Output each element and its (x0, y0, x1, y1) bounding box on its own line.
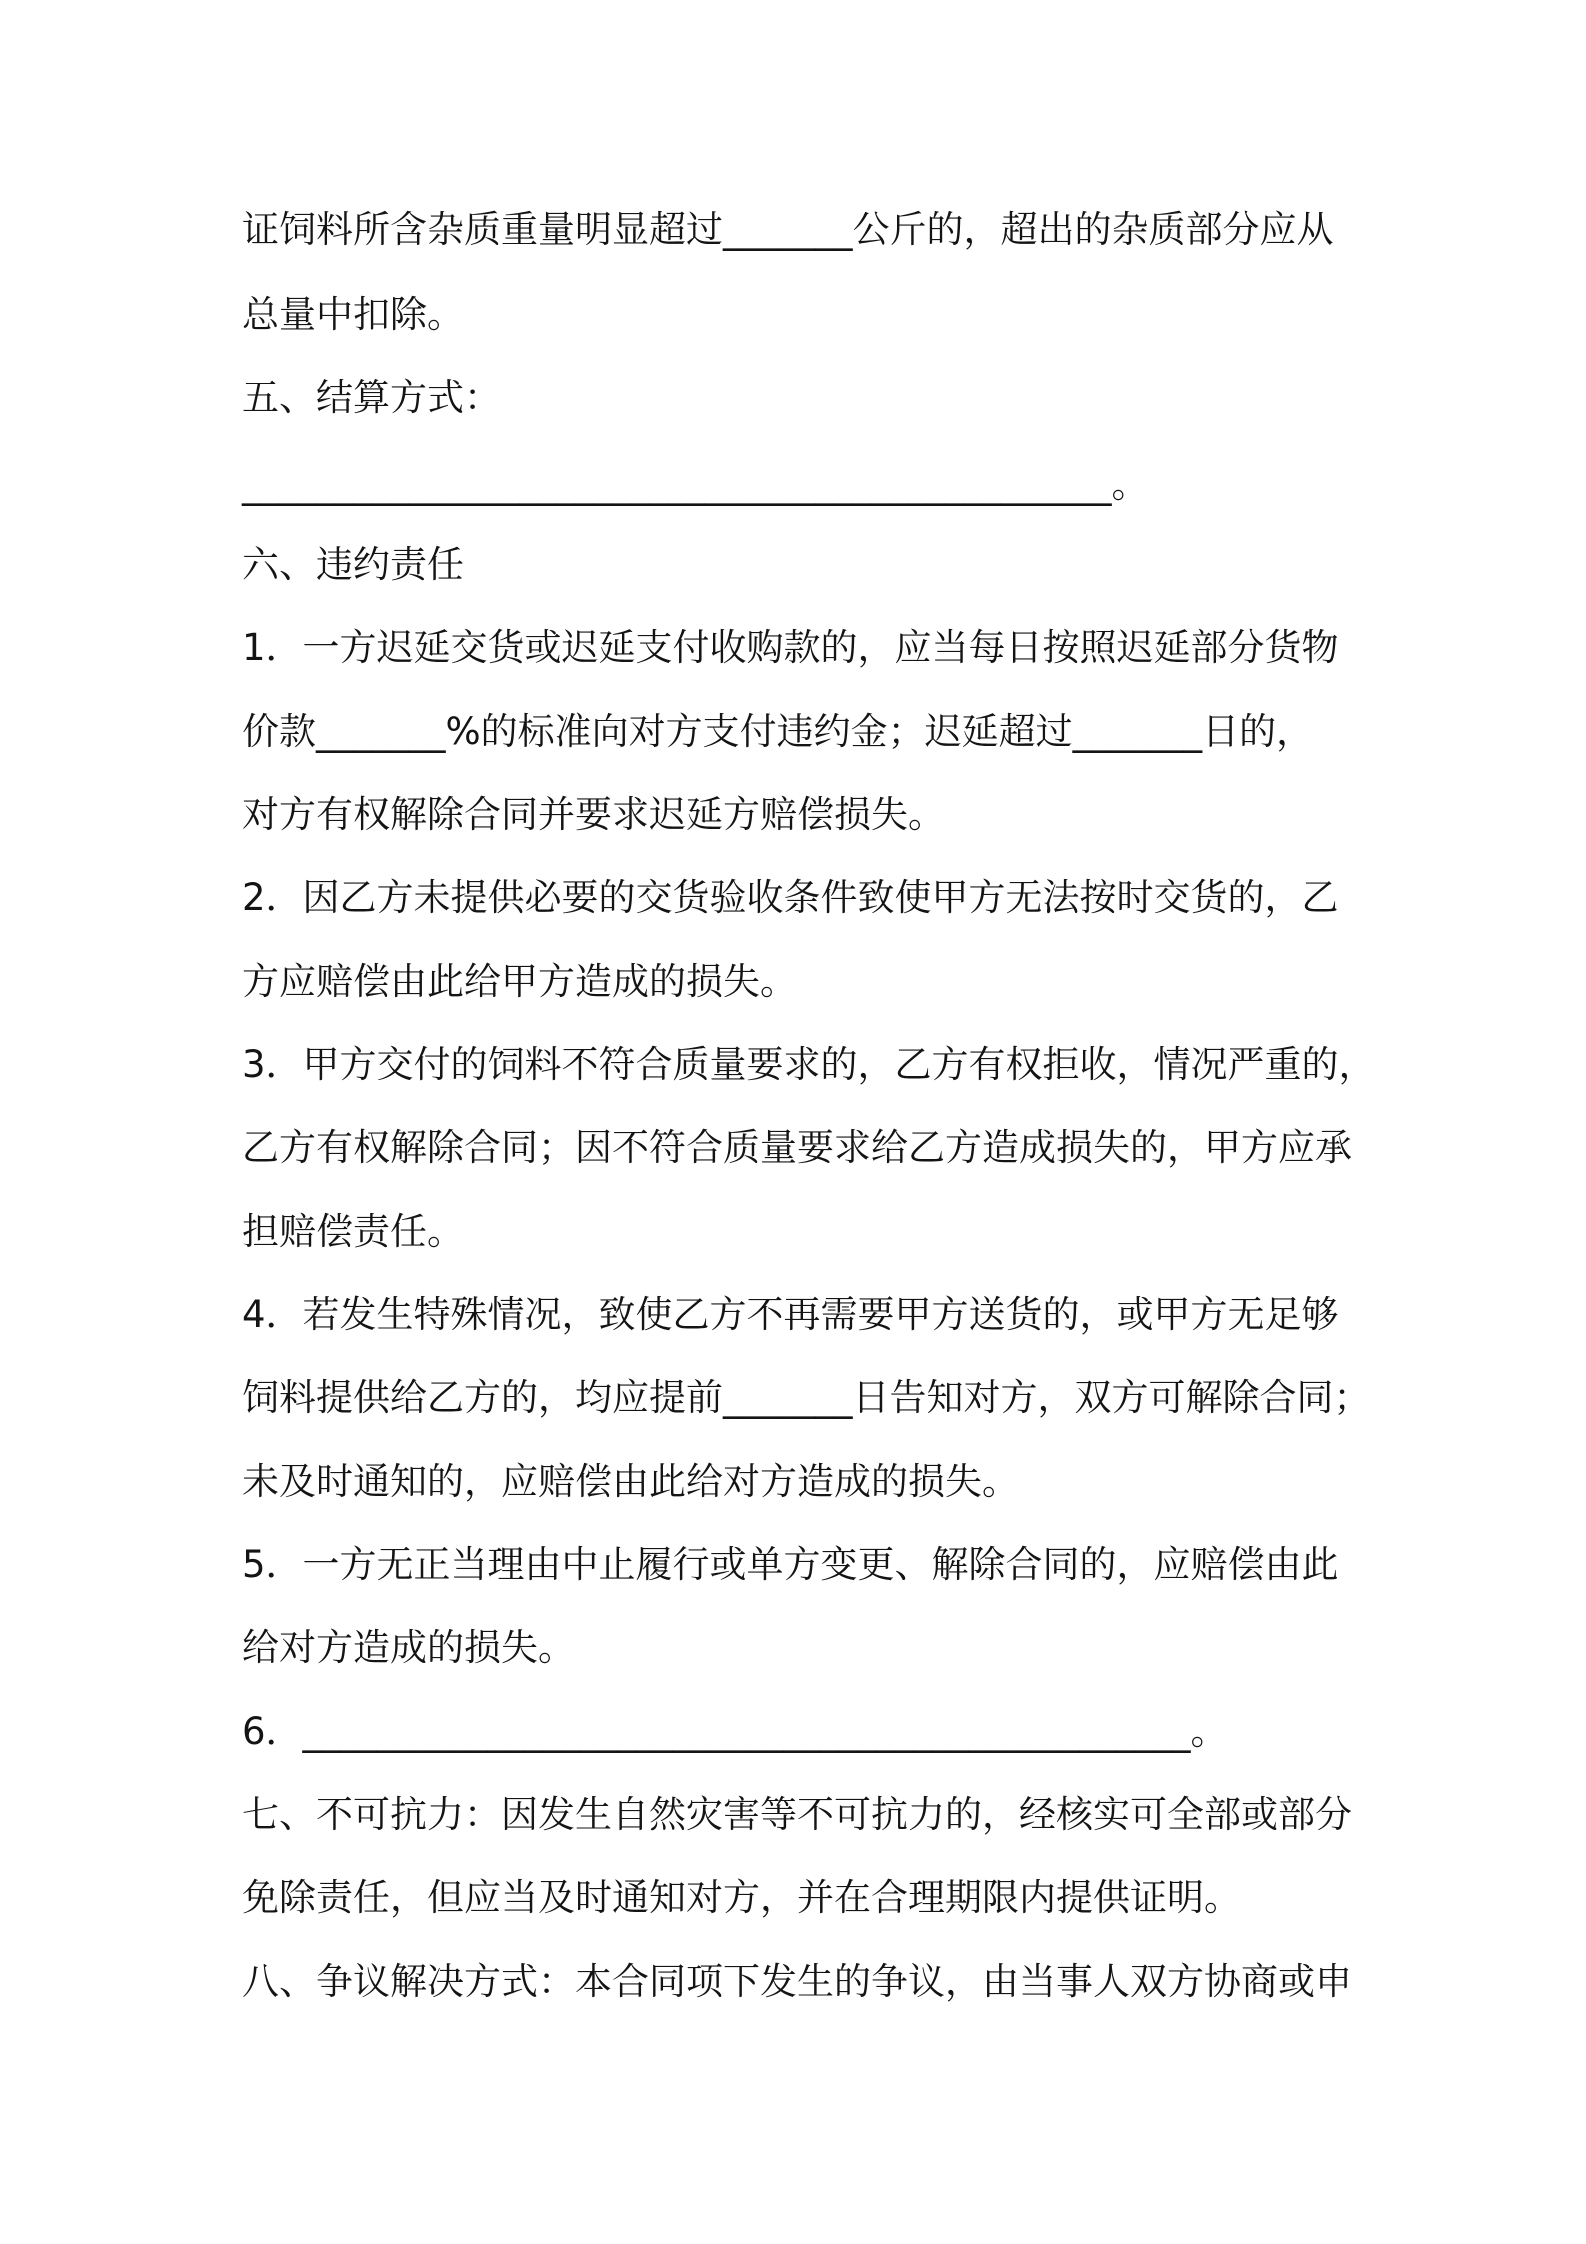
clause-3-line-3: 担赔偿责任。 (242, 1210, 464, 1253)
section-heading-liability: 六、违约责任 (242, 543, 464, 586)
text-line-2: 总量中扣除。 (242, 293, 464, 336)
clause-1-line-3: 对方有权解除合同并要求迟延方赔偿损失。 (242, 793, 945, 836)
clause-4-line-1: 4．若发生特殊情况，致使乙方不再需要甲方送货的，或甲方无足够 (242, 1293, 1339, 1336)
clause-4-line-2: 饲料提供给乙方的，均应提前_______日告知对方，双方可解除合同； (242, 1376, 1371, 1419)
clause-1-line-1: 1．一方迟延交货或迟延支付收购款的，应当每日按照迟延部分货物 (242, 626, 1339, 669)
section-heading-settlement: 五、结算方式： (242, 376, 501, 419)
clause-2-line-2: 方应赔偿由此给甲方造成的损失。 (242, 960, 797, 1003)
clause-1-line-2: 价款_______%的标准向对方支付违约金；迟延超过_______日的， (242, 710, 1314, 753)
clause-6-blank-line: 6．________________________________________________。 (242, 1710, 1228, 1753)
blank-fill-line-settlement: _______________________________________________。 (242, 463, 1149, 506)
clause-5-line-2: 给对方造成的损失。 (242, 1626, 575, 1669)
clause-2-line-1: 2．因乙方未提供必要的交货验收条件致使甲方无法按时交货的，乙 (242, 876, 1339, 919)
clause-3-line-1: 3．甲方交付的饲料不符合质量要求的，乙方有权拒收，情况严重的， (242, 1043, 1376, 1086)
clause-5-line-1: 5．一方无正当理由中止履行或单方变更、解除合同的，应赔偿由此 (242, 1543, 1339, 1586)
text-line-1: 证饲料所含杂质重量明显超过_______公斤的，超出的杂质部分应从 (242, 208, 1334, 251)
force-majeure-line-1: 七、不可抗力：因发生自然灾害等不可抗力的，经核实可全部或部分 (242, 1793, 1352, 1836)
clause-3-line-2: 乙方有权解除合同；因不符合质量要求给乙方造成损失的，甲方应承 (242, 1126, 1352, 1169)
force-majeure-line-2: 免除责任，但应当及时通知对方，并在合理期限内提供证明。 (242, 1876, 1241, 1919)
clause-4-line-3: 未及时通知的，应赔偿由此给对方造成的损失。 (242, 1460, 1019, 1503)
dispute-resolution-line-1: 八、争议解决方式：本合同项下发生的争议，由当事人双方协商或申 (242, 1960, 1352, 2003)
